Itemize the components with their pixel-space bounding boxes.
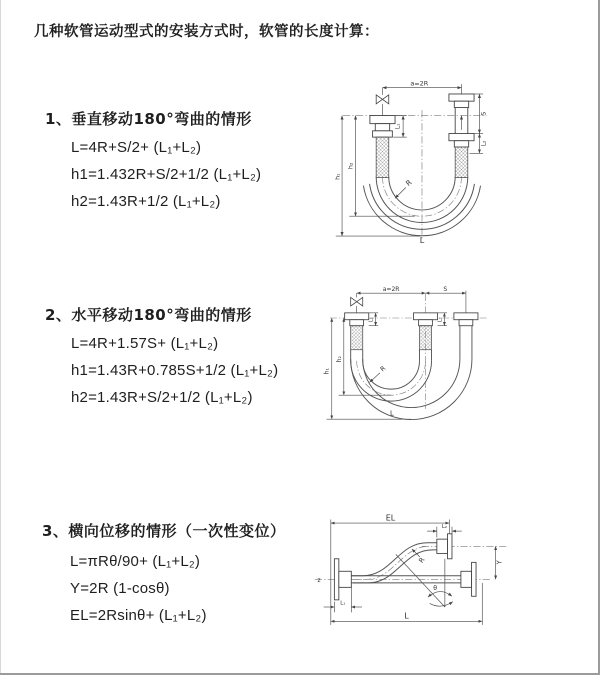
dim-label-l1: L₁: [340, 600, 346, 607]
dim-label-r: R: [378, 364, 388, 374]
braided-hose-section: [455, 147, 468, 178]
dim-label-r: R: [417, 556, 427, 565]
dim-label-h2: h₂: [335, 356, 343, 363]
diagram-horizontal-180-bend: [318, 282, 490, 426]
dim-label-y: Y: [495, 560, 504, 565]
dim-label-el: EL: [385, 513, 396, 523]
left-pipe-flange: [370, 116, 395, 178]
formula-line: h2=1.43R+S/2+1/2 (L₁+L₂): [71, 389, 253, 406]
formula-line: EL=2Rsinθ+ (L₁+L₂): [70, 607, 207, 624]
valve-icon: [376, 88, 389, 116]
diagram-vertical-180-bend: [325, 76, 501, 245]
braided-hose-section: [351, 326, 363, 350]
raised-flange: [448, 534, 452, 559]
right-flange: [472, 562, 476, 596]
dim-label-h1: h₁: [334, 173, 342, 180]
dim-label-l: L: [419, 235, 425, 245]
formula-line: h1=1.432R+S/2+1/2 (L₁+L₂): [71, 166, 262, 183]
formula-line: Y=2R (1-cosθ): [70, 580, 170, 597]
section2-heading: 2、水平移动180°弯曲的情形: [45, 306, 252, 324]
dim-label-h1: h₁: [323, 368, 331, 375]
dim-label-l2: L₂: [481, 140, 488, 147]
formula-line: L=πRθ/90+ (L₁+L₂): [70, 553, 201, 570]
flanges: [345, 313, 478, 350]
section2-formulas: [71, 330, 278, 411]
page-title: 几种软管运动型式的安装方式时，软管的长度计算：: [34, 24, 379, 40]
section3-formulas: [70, 548, 207, 629]
dim-label-l: L: [390, 409, 394, 418]
section3-heading: 3、横向位移的情形（一次性变位）: [42, 522, 286, 540]
angle-label-theta: θ: [433, 585, 438, 593]
diagram-lateral-displacement: [313, 507, 509, 632]
formula-line: h1=1.43R+0.785S+1/2 (L₁+L₂): [71, 362, 279, 379]
dim-label-l: L: [404, 611, 409, 621]
dim-label-l2: L₂: [441, 523, 447, 530]
dim-label-s: S: [480, 111, 488, 116]
flanges: [334, 534, 476, 600]
dim-label-l1: L₁: [395, 123, 402, 130]
braided-hose-section: [376, 137, 389, 177]
section1-heading: 1、垂直移动180°弯曲的情形: [45, 110, 252, 128]
dim-label-l2: L₂: [437, 317, 444, 323]
valve-icon: [351, 293, 363, 313]
left-flange: [334, 559, 338, 600]
dimensions: [324, 286, 466, 419]
dim-label-s: S: [443, 286, 448, 293]
dim-label-r: R: [403, 177, 414, 188]
formula-line: h2=1.43R+1/2 (L₁+L₂): [71, 193, 221, 210]
dim-label-a2r: a=2R: [382, 286, 400, 293]
formula-line: L=4R+1.57S+ (L₁+L₂): [71, 335, 219, 352]
scan-edge-left: [0, 0, 1, 675]
section1-formulas: [71, 134, 261, 215]
right-pipe-flanges: [449, 94, 474, 178]
braided-hose-section: [419, 326, 431, 350]
formula-line: L=4R+S/2+ (L₁+L₂): [71, 139, 202, 156]
centerline-mark-z: z: [317, 577, 321, 585]
dim-label-a2r: a=2R: [410, 79, 429, 88]
dim-label-h2: h₂: [347, 162, 355, 170]
hose-arcs: [351, 326, 472, 420]
dim-label-l1: L₁: [368, 317, 375, 323]
